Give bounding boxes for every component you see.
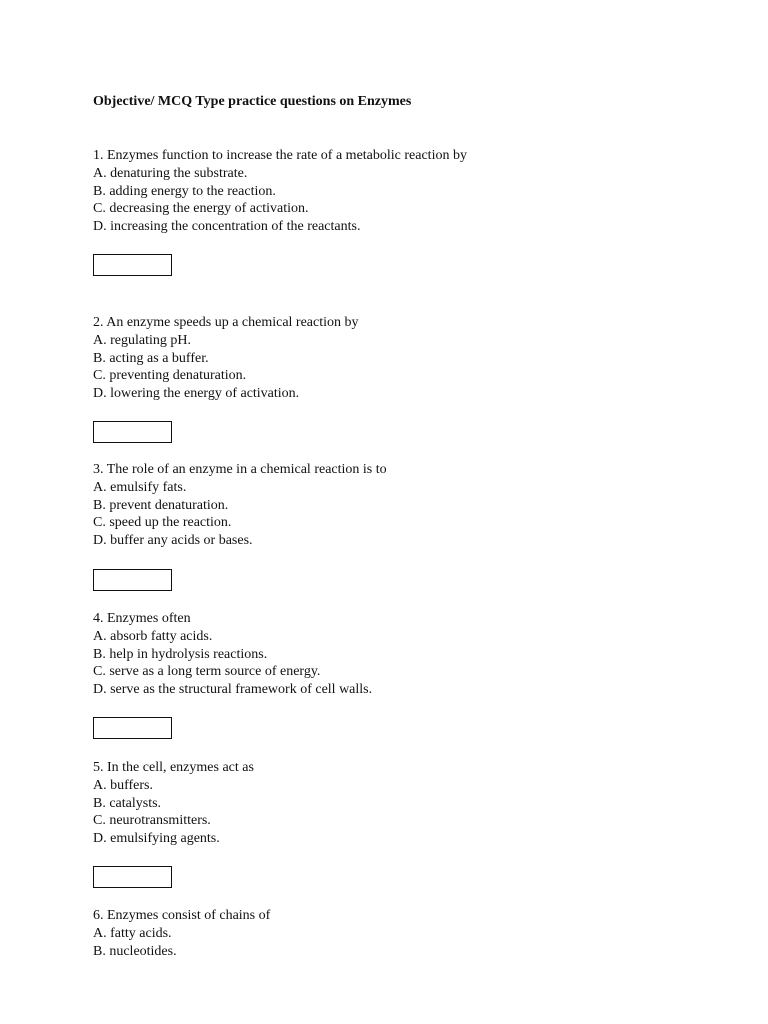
question-stem: 4. Enzymes often [93,611,191,626]
option-c: C. neurotransmitters. [93,813,211,829]
answer-box-3[interactable] [93,569,172,591]
option-d: D. emulsifying agents. [93,831,220,847]
option-b: B. nucleotides. [93,943,177,959]
option-b: B. adding energy to the reaction. [93,183,276,199]
answer-box-4[interactable] [93,717,172,739]
question-4 [93,610,372,699]
option-c: C. serve as a long term source of energy. [93,664,321,680]
option-a: A. emulsify fats. [93,479,187,495]
option-d: D. serve as the structural framework of cell walls. [93,682,373,698]
option-b: B. acting as a buffer. [93,350,209,366]
question-2 [93,314,359,403]
question-stem: 2. An enzyme speeds up a chemical reaction by [93,315,359,330]
option-a: A. buffers. [93,777,154,793]
option-d: D. buffer any acids or bases. [93,533,253,549]
option-b: B. prevent denaturation. [93,497,229,513]
question-5 [93,759,254,848]
option-c: C. preventing denaturation. [93,368,247,384]
question-stem: 3. The role of an enzyme in a chemical reaction is to [93,462,387,477]
answer-box-1[interactable] [93,254,172,276]
option-a: A. fatty acids. [93,925,172,941]
answer-box-5[interactable] [93,866,172,888]
document-title: Objective/ MCQ Type practice questions on Enzymes [93,94,412,109]
question-stem: 6. Enzymes consist of chains of [93,908,271,923]
option-a: A. regulating pH. [93,332,191,348]
question-stem: 1. Enzymes function to increase the rate of a metabolic reaction by [93,148,467,163]
question-3 [93,461,387,550]
question-6 [93,907,270,960]
option-b: B. help in hydrolysis reactions. [93,646,268,662]
option-a: A. absorb fatty acids. [93,628,213,644]
option-d: D. lowering the energy of activation. [93,386,300,402]
question-stem: 5. In the cell, enzymes act as [93,760,254,775]
option-c: C. speed up the reaction. [93,515,232,531]
answer-box-2[interactable] [93,421,172,443]
option-c: C. decreasing the energy of activation. [93,201,309,217]
option-a: A. denaturing the substrate. [93,165,248,181]
option-d: D. increasing the concentration of the reactants. [93,219,361,235]
option-b: B. catalysts. [93,795,162,811]
question-1 [93,147,467,236]
